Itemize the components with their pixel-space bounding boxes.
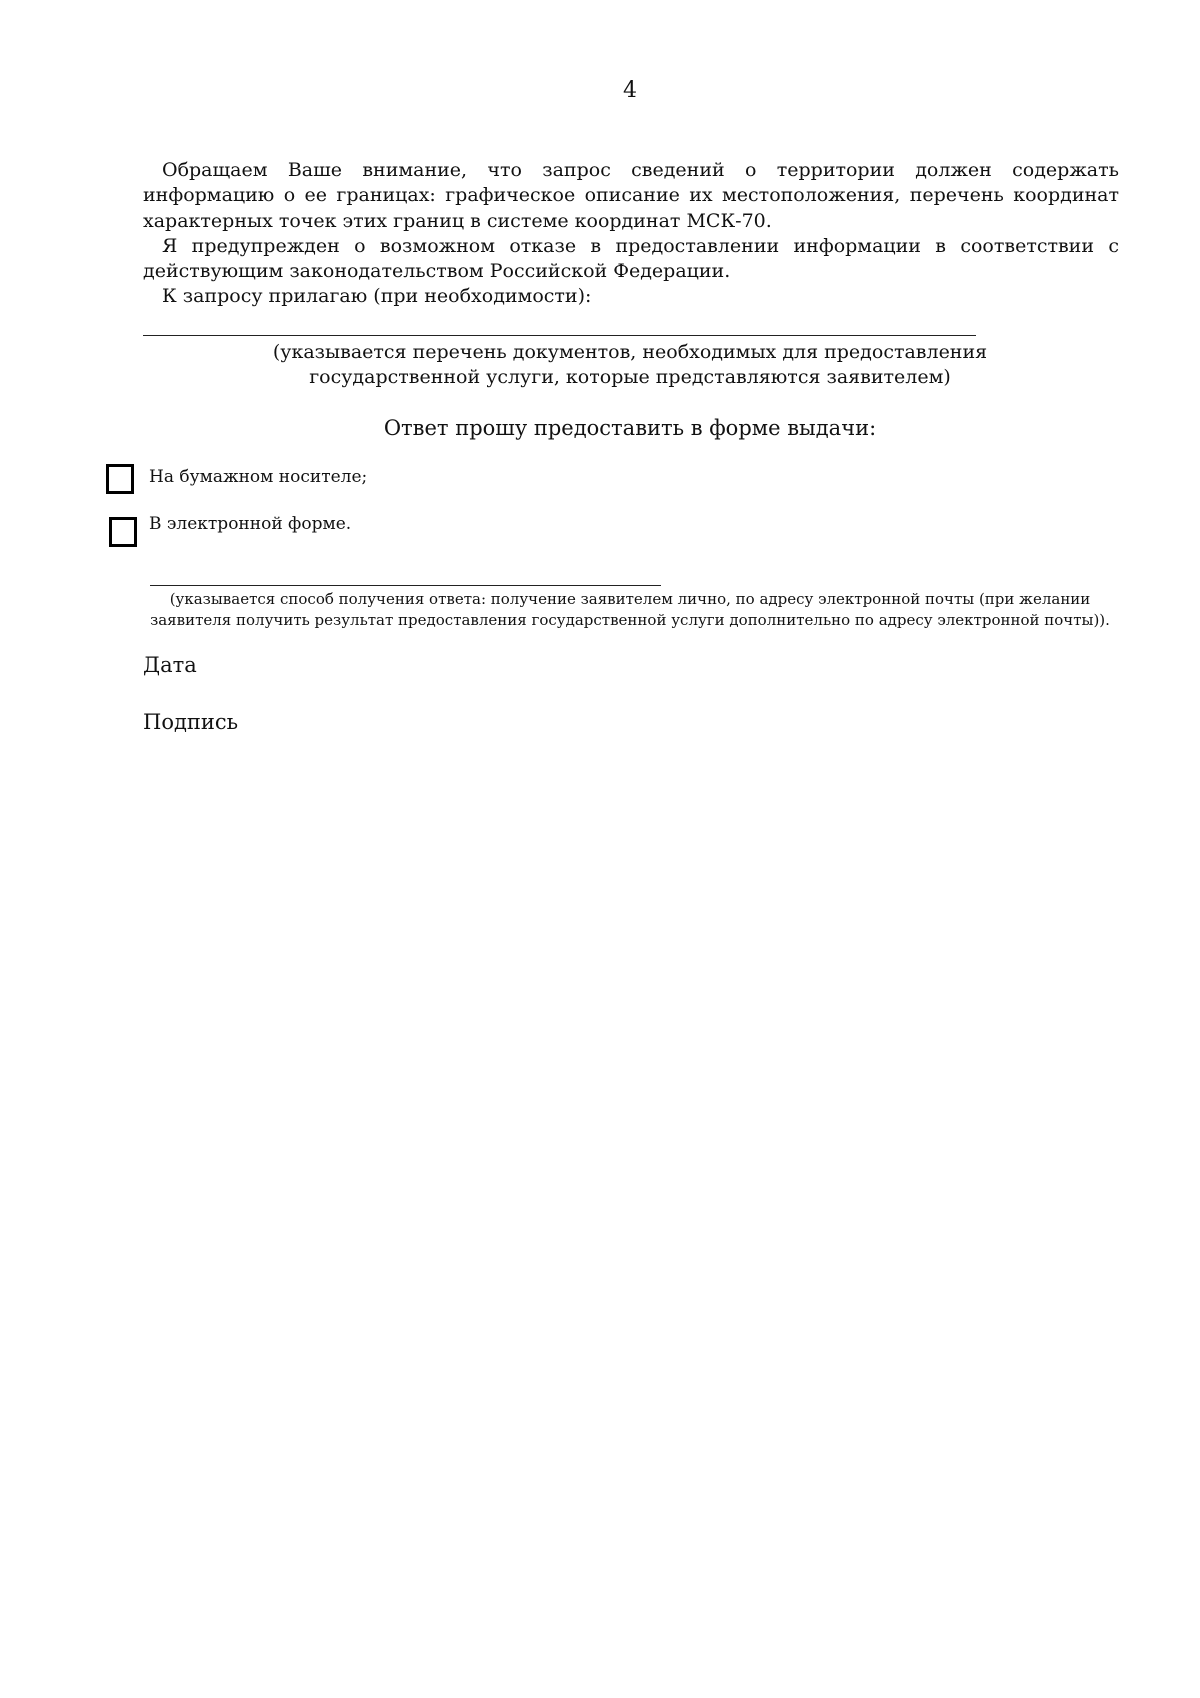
- electronic-option-label: В электронной форме.: [149, 514, 352, 534]
- territory-notice-paragraph: Обращаем Ваше внимание, что запрос сведений о территории должен содержать информацию о ее границах: графическое описание их местоположения, перечень координат характерных точек этих границ в системе координат МСК-70.: [143, 159, 1119, 232]
- paper-option-checkbox[interactable]: [106, 464, 134, 494]
- documents-caption-line: государственной услуги, которые представляются заявителем): [309, 366, 951, 388]
- method-fill-line[interactable]: [150, 585, 661, 586]
- documents-fill-line[interactable]: [143, 335, 976, 336]
- method-caption-line: заявителя получить результат предоставления государственной услуги дополнительно по адресу электронной почты)).: [150, 611, 1110, 629]
- page-number: 4: [623, 78, 637, 103]
- attachments-intro-paragraph: К запросу прилагаю (при необходимости):: [162, 285, 592, 308]
- signature-label: Подпись: [143, 710, 239, 734]
- method-caption-line: (указывается способ получения ответа: получение заявителем лично, по адресу электронной почты (при желании: [169, 590, 1091, 608]
- date-label: Дата: [143, 653, 197, 677]
- documents-caption: [200, 340, 1060, 390]
- electronic-option-checkbox[interactable]: [109, 517, 137, 547]
- documents-caption-line: (указывается перечень документов, необходимых для предоставления: [272, 341, 988, 363]
- request-body: [143, 158, 1119, 310]
- paper-option-label: На бумажном носителе;: [149, 467, 368, 487]
- method-caption: [150, 589, 1110, 631]
- refusal-warning-paragraph: Я предупрежден о возможном отказе в предоставлении информации в соответствии с действующим законодательством Российской Федерации.: [143, 234, 1119, 283]
- answer-form-heading: Ответ прошу предоставить в форме выдачи:: [383, 416, 877, 440]
